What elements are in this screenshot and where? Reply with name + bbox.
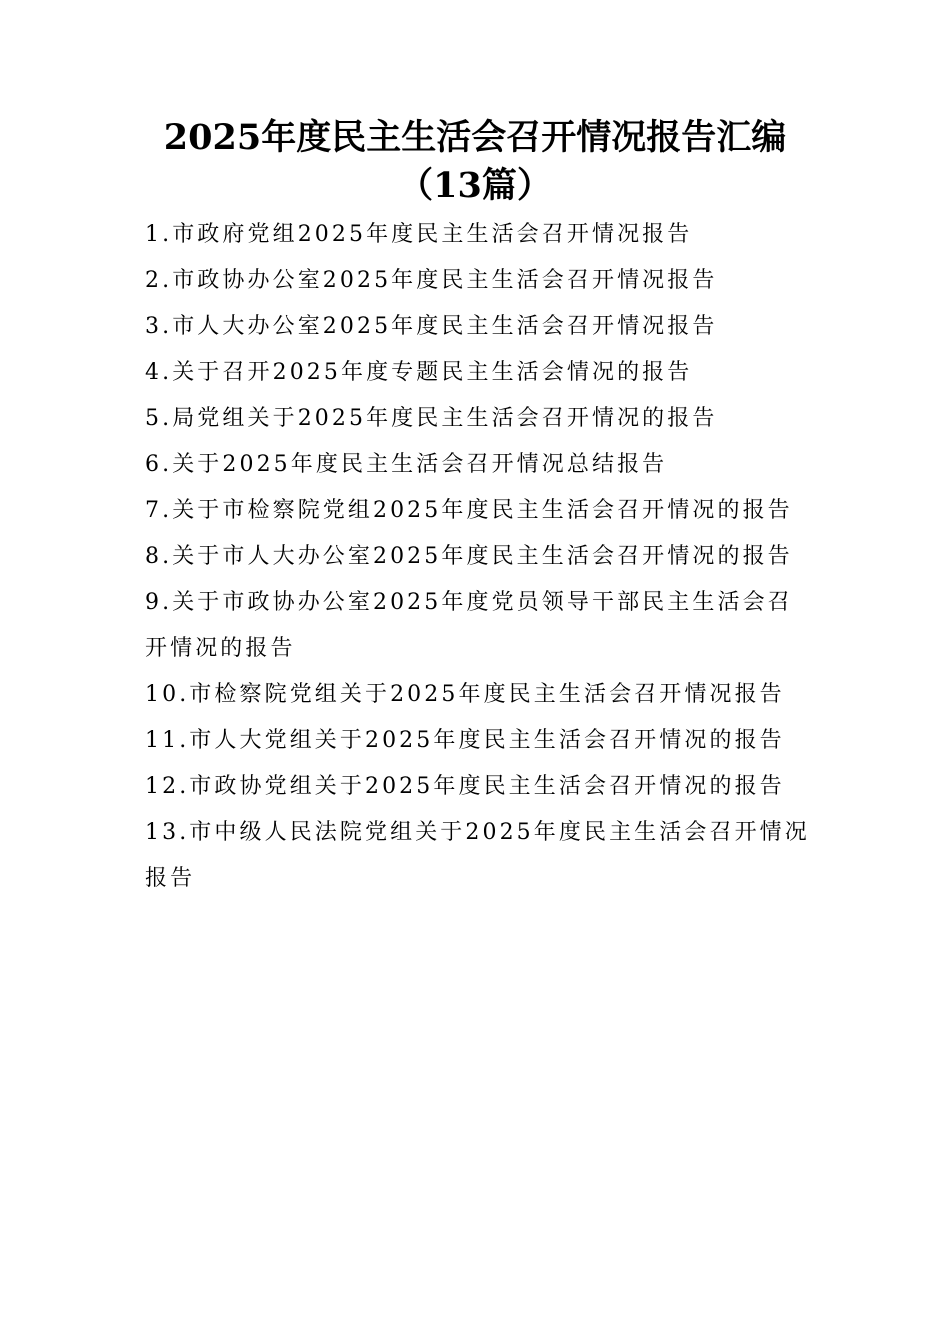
toc-item-4: 4.关于召开2025年度专题民主生活会情况的报告 [145, 360, 693, 385]
document-title: 2025年度民主生活会召开情况报告汇编 [163, 117, 787, 158]
toc-item-9: 9.关于市政协办公室2025年度党员领导干部民主生活会召开情况的报告 [145, 590, 793, 661]
toc-item-3: 3.市人大办公室2025年度民主生活会召开情况报告 [145, 314, 718, 339]
toc-item-12: 12.市政协党组关于2025年度民主生活会召开情况的报告 [145, 774, 785, 799]
toc-item-1: 1.市政府党组2025年度民主生活会召开情况报告 [145, 222, 693, 247]
toc-item-6: 6.关于2025年度民主生活会召开情况总结报告 [145, 452, 668, 477]
toc-item-8: 8.关于市人大办公室2025年度民主生活会召开情况的报告 [145, 544, 793, 569]
toc-item-5: 5.局党组关于2025年度民主生活会召开情况的报告 [145, 406, 718, 431]
toc-item-13: 13.市中级人民法院党组关于2025年度民主生活会召开情况报告 [145, 820, 810, 891]
toc-item-11: 11.市人大党组关于2025年度民主生活会召开情况的报告 [145, 728, 785, 753]
document-subtitle: （13篇） [398, 165, 552, 206]
toc-item-7: 7.关于市检察院党组2025年度民主生活会召开情况的报告 [145, 498, 793, 523]
toc-item-2: 2.市政协办公室2025年度民主生活会召开情况报告 [145, 268, 718, 293]
toc-item-10: 10.市检察院党组关于2025年度民主生活会召开情况报告 [145, 682, 785, 707]
table-of-contents [145, 212, 810, 902]
